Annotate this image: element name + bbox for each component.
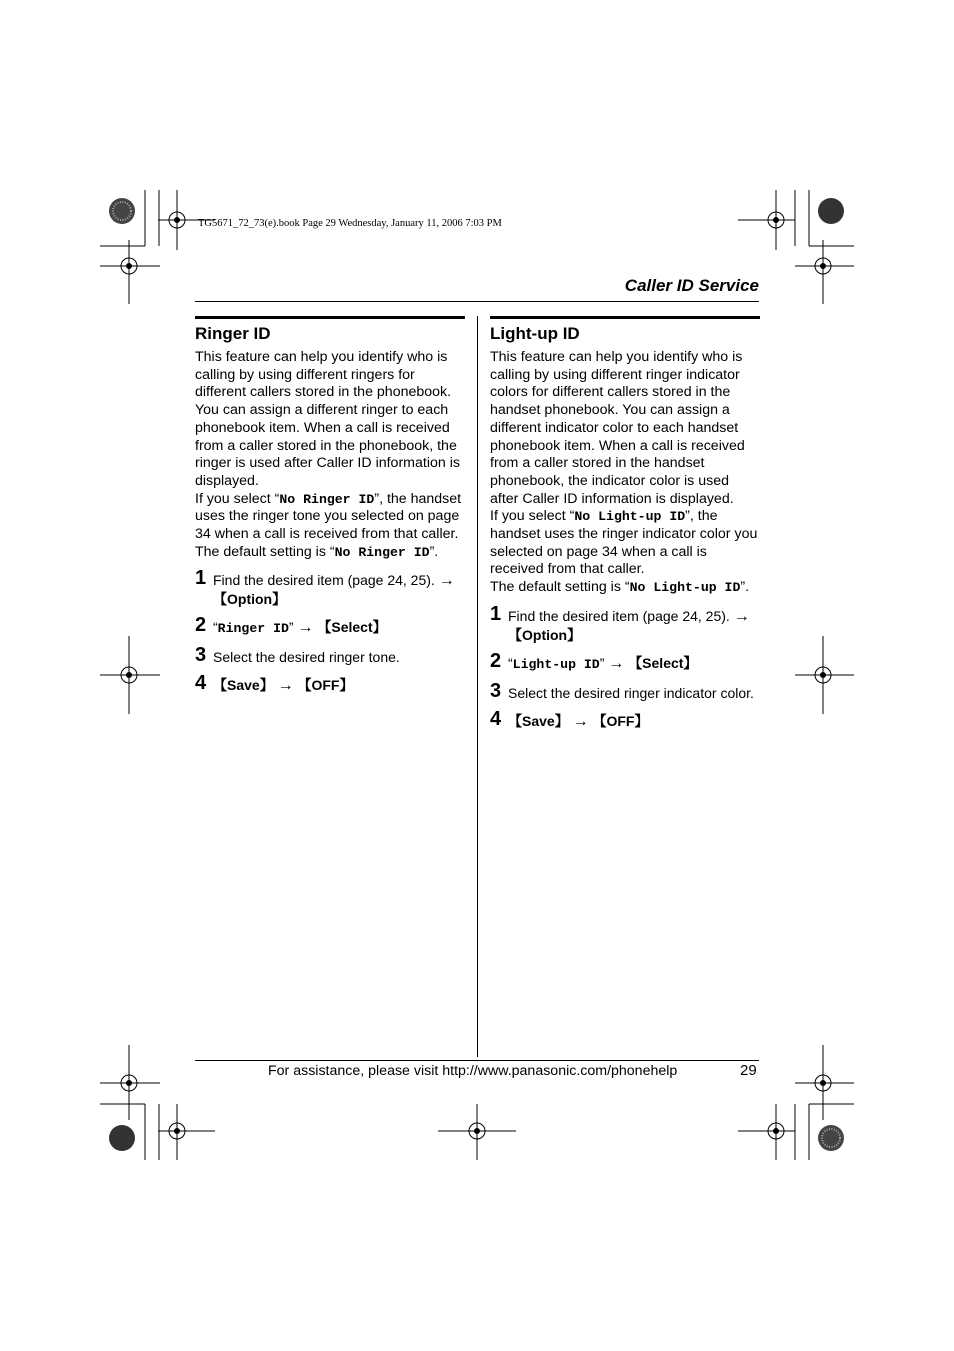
lightup-step-1: 1 Find the desired item (page 24, 25). → 【Option】: [490, 602, 750, 643]
lightup-id-default: The default setting is “No Light-up ID”.: [490, 579, 750, 596]
lightup-step-2: 2 “Light-up ID” → 【Select】: [490, 649, 698, 672]
ringer-step-2: 2 “Ringer ID” → 【Select】: [195, 614, 387, 637]
page-number: 29: [740, 1062, 757, 1079]
lightup-step-4: 4 【Save】 → 【OFF】: [490, 707, 649, 730]
ringer-step-3: 3 Select the desired ringer tone.: [195, 644, 400, 667]
ringer-id-heading: Ringer ID: [195, 324, 271, 343]
section-bar: [195, 316, 465, 319]
ringer-step-4: 4 【Save】 → 【OFF】: [195, 672, 354, 695]
ringer-id-section: [195, 316, 465, 695]
ringer-id-if-select: If you select “No Ringer ID”, the handset uses the ringer tone you selected on page 34 when a call is received from that caller. The default setting is “No Ringer ID”.: [195, 490, 462, 560]
ringer-step-1: 1 Find the desired item (page 24, 25). → 【Option】: [195, 567, 455, 608]
lightup-id-if-select: If you select “No Light-up ID”, the handset uses the ringer indicator color you selected on page 34 when a call is received from that caller.: [490, 508, 758, 578]
section-bar: [490, 316, 760, 319]
footer-rule: [195, 1060, 759, 1061]
lightup-id-intro: This feature can help you identify who is calling by using different ringer indicator colors for different callers stored in the handset phonebook. You can assign a different indicator color to each handset phonebook item. When a call is received from a caller stored in the handset phonebook, the indicator color is used after Caller ID information is displayed.: [490, 349, 745, 507]
ringer-id-intro: This feature can help you identify who is calling by using different ringers for different callers stored in the phonebook. You can assign a different ringer to each phonebook item. When a call is received from a caller stored in the phonebook, the ringer is used after Caller ID information is displayed.: [195, 349, 460, 489]
lightup-step-3: 3 Select the desired ringer indicator color.: [490, 679, 754, 702]
column-divider: [477, 316, 478, 1057]
header-rule: [195, 301, 759, 302]
file-info: TG5671_72_73(e).book Page 29 Wednesday, January 11, 2006 7:03 PM: [198, 218, 502, 229]
footer-assistance: For assistance, please visit http://www.panasonic.com/phonehelp: [268, 1063, 678, 1079]
section-title: Caller ID Service: [624, 276, 759, 295]
lightup-id-section: [490, 316, 760, 731]
lightup-id-heading: Light-up ID: [490, 324, 580, 343]
